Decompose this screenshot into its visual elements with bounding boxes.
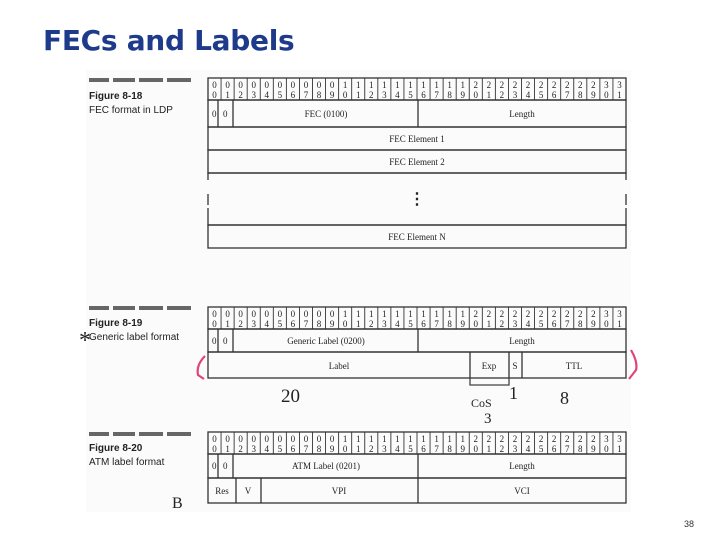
bit-number: 3 <box>512 319 518 329</box>
s-bits-note: 1 <box>509 383 518 403</box>
atm-bits-note: B <box>172 495 183 512</box>
bit-number: 4 <box>395 90 400 100</box>
bit-number: 2 <box>591 434 596 444</box>
bit-number: 7 <box>564 319 570 329</box>
bit-number: 4 <box>264 319 270 329</box>
bit-number: 2 <box>578 309 583 319</box>
bit-number: 2 <box>499 319 505 329</box>
bit-number: 0 <box>238 434 243 444</box>
bit-number: 1 <box>460 80 465 90</box>
fec-type-field: FEC (0100) <box>304 109 348 119</box>
flag-bit: 0 <box>212 336 217 346</box>
bit-number: 2 <box>551 80 557 90</box>
bit-number: 0 <box>316 309 322 319</box>
bit-number: 1 <box>382 309 387 319</box>
bit-number: 0 <box>264 434 270 444</box>
cos-note: CoS <box>471 396 492 410</box>
bit-number: 0 <box>251 80 256 90</box>
bit-number: 0 <box>277 80 283 90</box>
bit-number: 8 <box>447 319 452 329</box>
bit-number: 1 <box>382 80 387 90</box>
bit-number: 5 <box>538 444 544 454</box>
bit-number: 4 <box>395 319 400 329</box>
bit-number: 3 <box>617 80 622 90</box>
bit-number: 2 <box>538 434 544 444</box>
bit-number: 1 <box>617 319 622 329</box>
bit-number: 2 <box>238 319 243 329</box>
bit-number: 1 <box>421 309 426 319</box>
bit-number: 2 <box>578 434 583 444</box>
bit-number: 0 <box>225 309 230 319</box>
ttl-field: TTL <box>565 361 583 371</box>
bit-number: 0 <box>212 319 217 329</box>
bit-number: 2 <box>525 80 531 90</box>
bit-number: 3 <box>617 434 622 444</box>
bit-number: 1 <box>408 80 413 90</box>
bit-number: 2 <box>564 80 570 90</box>
bit-number: 0 <box>212 90 217 100</box>
bit-number: 2 <box>512 309 518 319</box>
bit-number: 0 <box>238 309 243 319</box>
exp-bits-note: 3 <box>484 411 492 427</box>
bit-number: 0 <box>342 444 348 454</box>
bit-number: 3 <box>617 309 622 319</box>
res-field: Res <box>215 486 229 496</box>
bit-number: 0 <box>342 319 348 329</box>
bit-number: 7 <box>434 319 439 329</box>
bit-number: 3 <box>251 444 256 454</box>
figure-label: Figure 8-18 <box>89 91 143 102</box>
page-number: 38 <box>683 519 694 529</box>
bit-number: 8 <box>447 90 452 100</box>
scanned-figures <box>79 70 631 512</box>
bit-number: 4 <box>525 444 531 454</box>
bit-number: 8 <box>578 319 583 329</box>
bit-number: 3 <box>251 319 256 329</box>
bit-number: 1 <box>447 80 452 90</box>
bit-number: 3 <box>512 444 518 454</box>
bit-number: 1 <box>408 309 413 319</box>
bit-number: 3 <box>382 444 387 454</box>
length-field: Length <box>509 461 535 471</box>
bit-number: 0 <box>303 80 309 90</box>
bit-number: 9 <box>329 90 335 100</box>
figure-caption: Generic label format <box>89 332 180 343</box>
bit-number: 6 <box>421 319 426 329</box>
bit-number: 2 <box>499 80 505 90</box>
bit-number: 1 <box>225 444 230 454</box>
atm-label-type-field: ATM Label (0201) <box>292 461 360 471</box>
label-bits-note: 20 <box>281 386 300 407</box>
bit-number: 1 <box>395 309 400 319</box>
bit-number: 9 <box>591 444 596 454</box>
bit-number: 8 <box>578 444 583 454</box>
bit-number: 1 <box>342 80 348 90</box>
bit-number: 1 <box>434 309 439 319</box>
bit-number: 9 <box>460 319 465 329</box>
fec-element-1: FEC Element 1 <box>389 134 445 144</box>
bit-number: 6 <box>290 90 296 100</box>
fec-element-n: FEC Element N <box>388 232 446 242</box>
bit-number: 0 <box>473 90 479 100</box>
bit-number: 0 <box>303 309 309 319</box>
slide-title: FECs and Labels <box>43 24 295 57</box>
bit-number: 0 <box>604 319 609 329</box>
bit-number: 8 <box>578 90 583 100</box>
bit-number: 7 <box>564 444 570 454</box>
bit-number: 1 <box>421 80 426 90</box>
length-field: Length <box>509 109 535 119</box>
bit-number: 2 <box>525 434 531 444</box>
bit-number: 3 <box>604 80 609 90</box>
bit-number: 1 <box>355 80 361 90</box>
bit-number: 0 <box>473 444 479 454</box>
bit-number: 0 <box>342 90 348 100</box>
bit-number: 1 <box>434 80 439 90</box>
bit-number: 1 <box>355 434 361 444</box>
bit-number: 0 <box>604 90 609 100</box>
bit-number: 0 <box>290 80 296 90</box>
bit-number: 1 <box>408 434 413 444</box>
bit-number: 8 <box>447 444 452 454</box>
bit-number: 1 <box>486 444 492 454</box>
bit-number: 5 <box>277 444 283 454</box>
bit-number: 3 <box>382 319 387 329</box>
bit-number: 1 <box>617 444 622 454</box>
bit-number: 2 <box>499 444 505 454</box>
flag-bit: 0 <box>223 109 228 119</box>
bit-number: 3 <box>382 90 387 100</box>
exp-field: Exp <box>481 361 497 371</box>
bit-number: 1 <box>447 309 452 319</box>
bit-number: 9 <box>591 319 596 329</box>
bit-number: 1 <box>369 434 374 444</box>
bit-number: 2 <box>551 434 557 444</box>
bit-number: 0 <box>290 434 296 444</box>
bit-number: 2 <box>473 80 479 90</box>
bit-number: 2 <box>499 309 505 319</box>
bit-number: 3 <box>251 90 256 100</box>
bit-number: 6 <box>421 90 426 100</box>
bit-number: 0 <box>225 434 230 444</box>
bit-number: 0 <box>329 80 335 90</box>
bit-number: 0 <box>212 444 217 454</box>
bit-number: 5 <box>538 319 544 329</box>
figure-caption: ATM label format <box>89 457 165 468</box>
bit-number: 0 <box>473 319 479 329</box>
bit-number: 0 <box>212 309 217 319</box>
bit-number: 4 <box>264 90 270 100</box>
s-field: S <box>512 361 518 371</box>
bit-number: 4 <box>395 444 400 454</box>
bit-number: 2 <box>499 90 505 100</box>
bit-number: 2 <box>538 309 544 319</box>
bit-number: 0 <box>277 434 283 444</box>
bit-number: 1 <box>342 309 348 319</box>
bit-number: 0 <box>290 309 296 319</box>
bit-number: 2 <box>369 319 374 329</box>
bit-number: 5 <box>277 90 283 100</box>
bit-number: 0 <box>251 309 256 319</box>
bit-number: 2 <box>473 309 479 319</box>
bit-number: 0 <box>329 309 335 319</box>
continuation-dots: ⋮ <box>409 191 425 208</box>
bit-number: 0 <box>238 80 243 90</box>
bit-number: 7 <box>303 90 309 100</box>
bit-number: 1 <box>225 319 230 329</box>
bit-number: 5 <box>408 90 413 100</box>
bit-number: 6 <box>290 319 296 329</box>
vci-field: VCI <box>514 486 530 496</box>
bit-number: 2 <box>486 80 492 90</box>
bit-number: 2 <box>473 434 479 444</box>
bit-number: 2 <box>512 80 518 90</box>
bit-number: 6 <box>551 319 557 329</box>
figure-caption: FEC format in LDP <box>89 105 173 116</box>
caption-bars <box>89 78 191 82</box>
bit-number: 2 <box>591 80 596 90</box>
bit-number: 1 <box>225 90 230 100</box>
bit-number: 0 <box>303 434 309 444</box>
bit-number: 2 <box>538 80 544 90</box>
bit-number: 2 <box>369 444 374 454</box>
bit-number: 0 <box>277 309 283 319</box>
bit-number: 0 <box>316 80 322 90</box>
bit-number: 1 <box>434 434 439 444</box>
bit-number: 2 <box>499 434 505 444</box>
bit-number: 8 <box>316 444 322 454</box>
bit-number: 7 <box>303 319 309 329</box>
bit-number: 2 <box>525 309 531 319</box>
bit-number: 0 <box>212 434 217 444</box>
bit-number: 1 <box>355 309 361 319</box>
bit-number: 7 <box>303 444 309 454</box>
bit-number: 8 <box>316 319 322 329</box>
bit-number: 1 <box>355 90 361 100</box>
label-field: Label <box>328 361 350 371</box>
bit-number: 7 <box>564 90 570 100</box>
bit-number: 1 <box>395 80 400 90</box>
bit-number: 1 <box>355 444 361 454</box>
bit-number: 6 <box>551 444 557 454</box>
vpi-field: VPI <box>331 486 347 496</box>
bit-number: 2 <box>578 80 583 90</box>
figure-label: Figure 8-19 <box>89 318 143 329</box>
flag-bit: 0 <box>223 336 228 346</box>
bit-number: 2 <box>564 434 570 444</box>
bit-number: 1 <box>342 434 348 444</box>
bit-number: 0 <box>264 309 270 319</box>
bit-number: 4 <box>525 90 531 100</box>
v-field: V <box>244 486 252 496</box>
bit-number: 2 <box>238 444 243 454</box>
bit-number: 4 <box>525 319 531 329</box>
bit-number: 7 <box>434 444 439 454</box>
bit-number: 1 <box>460 434 465 444</box>
bit-number: 5 <box>277 319 283 329</box>
bit-number: 1 <box>421 434 426 444</box>
bit-number: 4 <box>264 444 270 454</box>
caption-bars <box>89 306 191 310</box>
ttl-bits-note: 8 <box>560 388 569 408</box>
bit-number: 9 <box>329 444 335 454</box>
length-field: Length <box>509 336 535 346</box>
bit-number: 2 <box>512 434 518 444</box>
figure-label: Figure 8-20 <box>89 443 143 454</box>
bit-number: 9 <box>460 444 465 454</box>
flag-bit: 0 <box>223 461 228 471</box>
bit-number: 0 <box>264 80 270 90</box>
bit-number: 5 <box>538 90 544 100</box>
bit-number: 1 <box>460 309 465 319</box>
bit-number: 0 <box>604 444 609 454</box>
bit-number: 1 <box>447 434 452 444</box>
bit-number: 0 <box>212 80 217 90</box>
bit-number: 1 <box>382 434 387 444</box>
bit-number: 5 <box>408 444 413 454</box>
caption-bars <box>89 432 191 436</box>
bit-number: 1 <box>395 434 400 444</box>
bit-number: 7 <box>434 90 439 100</box>
bit-number: 5 <box>408 319 413 329</box>
bit-number: 9 <box>460 90 465 100</box>
bit-number: 0 <box>329 434 335 444</box>
bit-number: 2 <box>369 90 374 100</box>
bit-number: 1 <box>486 90 492 100</box>
fec-element-2: FEC Element 2 <box>389 157 445 167</box>
bit-number: 1 <box>355 319 361 329</box>
bit-number: 9 <box>591 90 596 100</box>
bit-number: 3 <box>512 90 518 100</box>
bit-number: 2 <box>564 309 570 319</box>
bit-number: 3 <box>604 309 609 319</box>
bit-number: 6 <box>421 444 426 454</box>
bit-number: 0 <box>225 80 230 90</box>
bit-number: 3 <box>604 434 609 444</box>
bit-number: 2 <box>591 309 596 319</box>
flag-bit: 0 <box>212 461 217 471</box>
bit-number: 6 <box>551 90 557 100</box>
bit-number: 2 <box>486 434 492 444</box>
star-mark: * <box>79 328 91 354</box>
bit-number: 1 <box>486 319 492 329</box>
bit-number: 1 <box>617 90 622 100</box>
bit-number: 8 <box>316 90 322 100</box>
bit-number: 2 <box>486 309 492 319</box>
bit-number: 1 <box>369 80 374 90</box>
bit-number: 2 <box>551 309 557 319</box>
bit-number: 0 <box>316 434 322 444</box>
bit-number: 0 <box>251 434 256 444</box>
bit-number: 1 <box>369 309 374 319</box>
flag-bit: 0 <box>212 109 217 119</box>
bit-number: 6 <box>290 444 296 454</box>
bit-number: 2 <box>238 90 243 100</box>
generic-label-type-field: Generic Label (0200) <box>287 336 365 346</box>
bit-number: 9 <box>329 319 335 329</box>
